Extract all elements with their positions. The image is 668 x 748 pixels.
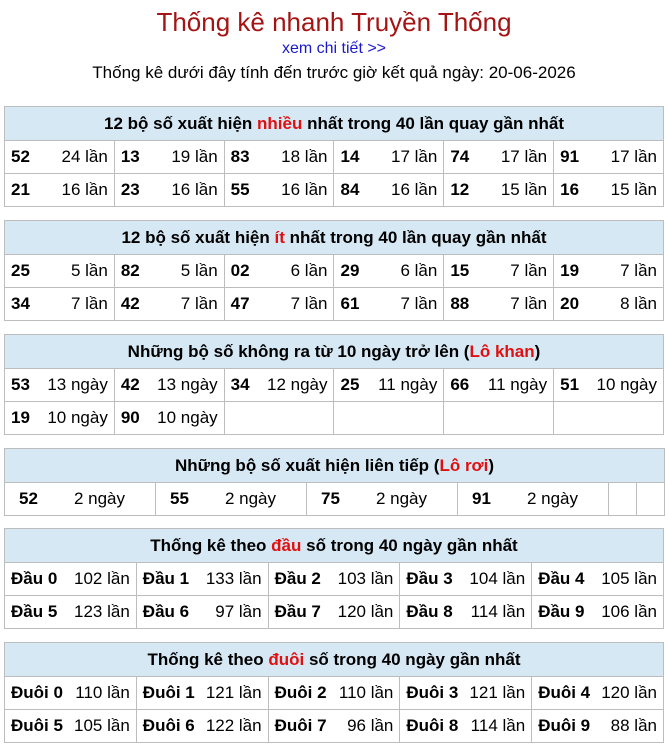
stat-cell: 82 5 lần bbox=[114, 255, 224, 288]
stat-cell: Đầu 4 105 lần bbox=[532, 563, 664, 596]
lo-khan-table bbox=[4, 334, 664, 435]
table-row bbox=[5, 255, 664, 288]
stat-cell: Đuôi 5 105 lần bbox=[5, 710, 137, 743]
most-frequent-title: 12 bộ số xuất hiện nhiều nhất trong 40 lần quay gần nhất bbox=[5, 107, 664, 141]
stat-cell: Đầu 9 106 lần bbox=[532, 596, 664, 629]
stat-cell: 47 7 lần bbox=[224, 288, 334, 321]
empty-cell bbox=[224, 402, 334, 435]
stat-cell: 74 17 lần bbox=[444, 141, 554, 174]
empty-cell bbox=[609, 483, 637, 516]
stat-cell: 55 16 lần bbox=[224, 174, 334, 207]
stat-cell: Đuôi 9 88 lần bbox=[532, 710, 664, 743]
stat-cell: Đầu 3 104 lần bbox=[400, 563, 532, 596]
stat-cell: Đầu 1 133 lần bbox=[136, 563, 268, 596]
stat-cell: 12 15 lần bbox=[444, 174, 554, 207]
stat-cell: Đuôi 8 114 lần bbox=[400, 710, 532, 743]
stat-cell: Đuôi 1 121 lần bbox=[136, 677, 268, 710]
stat-cell: 25 5 lần bbox=[5, 255, 115, 288]
stat-cell: Đầu 5 123 lần bbox=[5, 596, 137, 629]
table-row bbox=[5, 174, 664, 207]
stat-cell: 19 7 lần bbox=[554, 255, 664, 288]
least-frequent-table bbox=[4, 220, 664, 321]
table-row bbox=[5, 402, 664, 435]
more-link-row bbox=[0, 37, 668, 61]
stat-cell: 15 7 lần bbox=[444, 255, 554, 288]
stat-cell: Đuôi 0 110 lần bbox=[5, 677, 137, 710]
stat-cell: 88 7 lần bbox=[444, 288, 554, 321]
table-row bbox=[5, 141, 664, 174]
stat-cell: Đuôi 3 121 lần bbox=[400, 677, 532, 710]
stat-cell: 23 16 lần bbox=[114, 174, 224, 207]
stat-cell: 02 6 lần bbox=[224, 255, 334, 288]
stat-cell: 52 24 lần bbox=[5, 141, 115, 174]
stat-cell: 66 11 ngày bbox=[444, 369, 554, 402]
empty-cell bbox=[554, 402, 664, 435]
table-row bbox=[5, 369, 664, 402]
stat-cell: Đuôi 4 120 lần bbox=[532, 677, 664, 710]
page-subtitle: Thống kê dưới đây tính đến trước giờ kết quả ngày: 20-06-2026 bbox=[92, 63, 576, 82]
table-row bbox=[5, 483, 665, 516]
page-title: Thống kê nhanh Truyền Thống bbox=[156, 7, 512, 37]
stat-cell: Đầu 7 120 lần bbox=[268, 596, 400, 629]
stat-cell: 42 13 ngày bbox=[114, 369, 224, 402]
table-row bbox=[5, 288, 664, 321]
dau-table bbox=[4, 528, 664, 629]
dau-title: Thống kê theo đầu số trong 40 ngày gần nhất bbox=[5, 529, 664, 563]
table-row bbox=[5, 677, 664, 710]
stat-cell: 21 16 lần bbox=[5, 174, 115, 207]
stat-cell: 55 2 ngày bbox=[156, 483, 307, 516]
stat-cell: Đầu 0 102 lần bbox=[5, 563, 137, 596]
duoi-table bbox=[4, 642, 664, 743]
empty-cell bbox=[637, 483, 665, 516]
lo-khan-title: Những bộ số không ra từ 10 ngày trở lên (Lô khan) bbox=[5, 335, 664, 369]
stat-cell: 34 12 ngày bbox=[224, 369, 334, 402]
stat-cell: 14 17 lần bbox=[334, 141, 444, 174]
stat-cell: Đầu 2 103 lần bbox=[268, 563, 400, 596]
table-row bbox=[5, 710, 664, 743]
table-row bbox=[5, 596, 664, 629]
stat-cell: 52 2 ngày bbox=[5, 483, 156, 516]
stat-cell: 13 19 lần bbox=[114, 141, 224, 174]
stat-cell: 83 18 lần bbox=[224, 141, 334, 174]
stat-cell: 42 7 lần bbox=[114, 288, 224, 321]
table-row bbox=[5, 563, 664, 596]
lo-roi-table bbox=[4, 448, 665, 516]
stat-cell: 16 15 lần bbox=[554, 174, 664, 207]
stat-cell: 61 7 lần bbox=[334, 288, 444, 321]
stat-cell: 53 13 ngày bbox=[5, 369, 115, 402]
stat-cell: 19 10 ngày bbox=[5, 402, 115, 435]
lo-roi-title: Những bộ số xuất hiện liên tiếp (Lô rơi) bbox=[5, 449, 665, 483]
stat-cell: 29 6 lần bbox=[334, 255, 444, 288]
most-frequent-table bbox=[4, 106, 664, 207]
stat-cell: 34 7 lần bbox=[5, 288, 115, 321]
stat-cell: Đuôi 2 110 lần bbox=[268, 677, 400, 710]
least-frequent-title: 12 bộ số xuất hiện ít nhất trong 40 lần quay gần nhất bbox=[5, 221, 664, 255]
empty-cell bbox=[444, 402, 554, 435]
stat-cell: Đầu 8 114 lần bbox=[400, 596, 532, 629]
duoi-title: Thống kê theo đuôi số trong 40 ngày gần nhất bbox=[5, 643, 664, 677]
more-details-link[interactable]: xem chi tiết >> bbox=[281, 40, 387, 57]
stat-cell: 25 11 ngày bbox=[334, 369, 444, 402]
empty-cell bbox=[334, 402, 444, 435]
stat-cell: 90 10 ngày bbox=[114, 402, 224, 435]
stat-cell: 91 17 lần bbox=[554, 141, 664, 174]
stat-cell: 20 8 lần bbox=[554, 288, 664, 321]
stat-cell: 91 2 ngày bbox=[458, 483, 609, 516]
stat-cell: 51 10 ngày bbox=[554, 369, 664, 402]
stat-cell: 75 2 ngày bbox=[307, 483, 458, 516]
stat-cell: Đầu 6 97 lần bbox=[136, 596, 268, 629]
stat-cell: 84 16 lần bbox=[334, 174, 444, 207]
stat-cell: Đuôi 6 122 lần bbox=[136, 710, 268, 743]
stat-cell: Đuôi 7 96 lần bbox=[268, 710, 400, 743]
